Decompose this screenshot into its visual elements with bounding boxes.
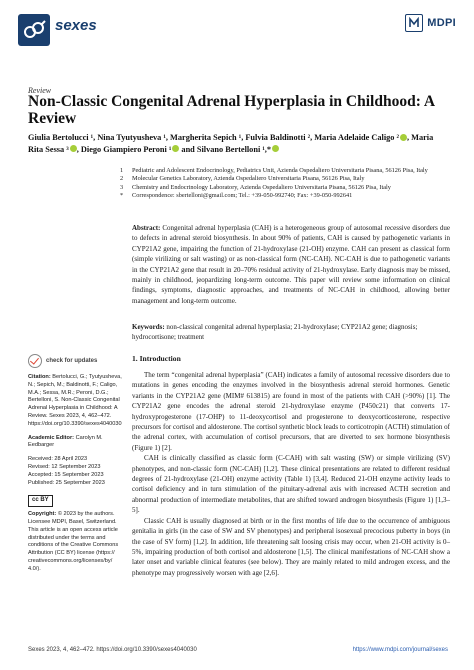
affiliation-row bbox=[120, 184, 455, 192]
orcid-icon[interactable] bbox=[400, 134, 407, 141]
article-type: Review bbox=[28, 86, 52, 95]
editor-block bbox=[28, 435, 124, 451]
citation-text[interactable]: Bertolucci, G.; Tyutyusheva, N.; Sepich, M.; Baldinotti, F.; Caligo, M.A.; Sessa, M.R.; Peroni, D.G.; Bertelloni, S. Non-Classic Congenital Adrenal Hyperplasia in Childhood: A Review. Sexes 2023, 4, 462–472. https://doi.org/10.3390/sexes4040030 bbox=[28, 374, 122, 427]
revised-date: Revised: 12 September 2023 bbox=[28, 463, 101, 470]
dates-block bbox=[28, 456, 124, 487]
orcid-icon[interactable] bbox=[272, 145, 279, 152]
author-list bbox=[28, 132, 448, 155]
body-paragraph: Classic CAH is usually diagnosed at birth or in the first months of life due to the occurrence of ambiguous genitalia in girls (in the case of SW and SV phenotypes) and peripheral isosexual precocious puberty in boys (in the case of SV form) [1,2]. In addition, life threatening salt loosing crisis may occur, when 21-OH activity is 0–5%, impairing production of both cortisol and aldosterone [1,5]. The clinical manifestations of NC-CAH show a later onset and variable clinical features (see below). They are mainly related to mild androgen excess, and the phenotype may progressively worsen with age [2,6]. bbox=[132, 516, 450, 577]
body-paragraph: The term “congenital adrenal hyperplasia” (CAH) indicates a family of autosomal recessive disorders due to mutations in genes encoding the enzymes involved in the biosynthesis adrenal steroid hormones. Genetic variants in the CYP21A2 gene (MIM# 613815) are found in most of the patients with CAH (>90%) [1]. The CYP21A2 gene encodes the adrenal steroid 21-hydroxylase enzyme (P450c21) that converts 17-hydroxyprogesterone (17-OHP) to 11-deoxycortisol and progesterone to deoxycorticosterone, respective precursors for cortisol and aldosterone. The cortisol synthetic block leads to corticotropin (ACTH) stimulation of the adrenal cortex, with accumulation of cortisol precursors, that are diverted to sex hormone biosynthesis (Figure 1) [2]. bbox=[132, 371, 450, 452]
body-text bbox=[132, 370, 450, 578]
correspondence-row bbox=[120, 192, 455, 200]
affiliation-text: Pediatric and Adolescent Endocrinology, Pediatrics Unit, Azienda Ospedaliero Universitaria Pisana, 56126 Pisa, Italy bbox=[132, 167, 428, 174]
authors-line2c: and Silvano Bertelloni ¹,* bbox=[179, 144, 272, 154]
body-paragraph: CAH is clinically classified as classic form (C-CAH) with salt wasting (SW) or simple virilizing (SV) phenotypes, and non-classic form (NC-CAH) [1,2]. These clinical presentations are related to different residual degrees of 21-hydroxylase (21-OH) enzyme activity (Table 1) [3,4]. Reduced 21-OH enzyme activity leads to cortisol deficiency and in turn stimulation of the pituitary-adrenal axis with increased ACTH secretion and abnormal production of intermediate metabolites, that are shifted toward androgen biosynthesis (Figure 1) [1,3–5]. bbox=[132, 454, 450, 515]
journal-url-link[interactable]: https://www.mdpi.com/journal/sexes bbox=[352, 647, 448, 653]
check-updates-button[interactable] bbox=[28, 354, 124, 368]
affiliation-number: * bbox=[120, 192, 124, 200]
correspondence-text[interactable]: Correspondence: sbertelloni@gmail.com; Tel.: +39-050-992740; Fax: +39-050-992641 bbox=[132, 192, 353, 200]
copyright-label: Copyright: bbox=[28, 511, 57, 518]
journal-logo-icon bbox=[18, 14, 50, 46]
citation-block bbox=[28, 374, 124, 429]
affiliation-number: 3 bbox=[120, 183, 124, 191]
affiliation-number: 2 bbox=[120, 175, 124, 183]
published-date: Published: 25 September 2023 bbox=[28, 479, 105, 486]
accepted-date: Accepted: 15 September 2023 bbox=[28, 471, 104, 478]
page-footer bbox=[28, 647, 448, 653]
orcid-icon[interactable] bbox=[70, 145, 77, 152]
affiliation-row bbox=[120, 175, 455, 183]
journal-header bbox=[0, 0, 474, 50]
authors-line2a: , Maria Rita Sessa ³ bbox=[28, 133, 434, 154]
mdpi-logo-icon bbox=[405, 14, 423, 32]
keywords bbox=[132, 322, 450, 343]
affiliation-row bbox=[120, 167, 455, 175]
copyright-block bbox=[28, 511, 124, 573]
received-date: Received: 28 April 2023 bbox=[28, 456, 88, 463]
affiliation-text: Chemistry and Endocrinology Laboratory, Azienda Ospedaliero Universitaria Pisana, 56126 Pisa, Italy bbox=[132, 183, 391, 191]
abstract-label: Abstract: bbox=[132, 224, 161, 232]
check-updates-icon[interactable] bbox=[28, 354, 42, 368]
copyright-text: © 2023 by the authors. Licensee MDPI, Basel, Switzerland. This article is an open access article distributed under the terms and conditions of the Creative Commons Attribution (CC BY) license (https:// creativecommons.org/licenses/by/ 4.0/). bbox=[28, 511, 119, 572]
check-updates-label[interactable]: check for updates bbox=[46, 357, 98, 364]
abstract-text: Congenital adrenal hyperplasia (CAH) is a heterogeneous group of autosomal recessive disorders due to defects in adrenal steroid biosynthesis. In about 90% of patients, CAH is caused by pathogenetic variants in CYP21A2 gene, impairing the function of 21-hydroxylase (21-OH) enzyme. CAH can present as classical form (simple virilizing or salt wasting) or as non-classical form (NC-CAH). NC-CAH is due to pathogenetic variants in the CYP21A2 gene that result in 20–70% residual activity of 21-hydroxylase. Early diagnosis may be missed, mainly in childhood, jeopardizing long-term outcome. This paper will review some information on clinical findings, symptoms, diagnostic approaches, and treatments of NC-CAH in childhood, allowing better management and long-term outcome. bbox=[132, 224, 450, 305]
editor-name: Carolyn M. Eedbarger bbox=[28, 434, 103, 449]
editor-label: Academic Editor: bbox=[28, 434, 75, 441]
abstract bbox=[132, 223, 450, 306]
affiliations bbox=[120, 167, 455, 201]
article-sidebar bbox=[28, 354, 124, 580]
keywords-label: Keywords: bbox=[132, 323, 165, 331]
journal-name: sexes bbox=[55, 17, 97, 34]
authors-line1: Giulia Bertolucci ¹, Nina Tyutyusheva ¹, Margherita Sepich ¹, Fulvia Baldinotti ², Maria Adelaide Caligo ² bbox=[28, 133, 399, 142]
footer-citation[interactable]: Sexes 2023, 4, 462–472. https://doi.org/10.3390/sexes4040030 bbox=[28, 647, 197, 653]
cc-license-badge[interactable]: cc BY bbox=[28, 495, 53, 507]
section-heading: 1. Introduction bbox=[132, 354, 181, 363]
article-title: Non-Classic Congenital Adrenal Hyperplasia in Childhood: A Review bbox=[28, 93, 435, 127]
citation-label: Citation: bbox=[28, 374, 51, 380]
authors-line2b: , Diego Giampiero Peroni ¹ bbox=[76, 144, 172, 154]
keywords-text: non-classical congenital adrenal hyperplasia; 21-hydroxylase; CYP21A2 gene; diagnosis; hydrocortisone; treatment bbox=[132, 323, 418, 342]
publisher-name: MDPI bbox=[427, 17, 456, 29]
affiliation-text: Molecular Genetics Laboratory, Azienda Ospedaliero Universitaria Pisana, 56126 Pisa, Italy bbox=[132, 175, 365, 183]
publisher-logo bbox=[405, 14, 456, 32]
affiliation-number: 1 bbox=[120, 167, 124, 174]
